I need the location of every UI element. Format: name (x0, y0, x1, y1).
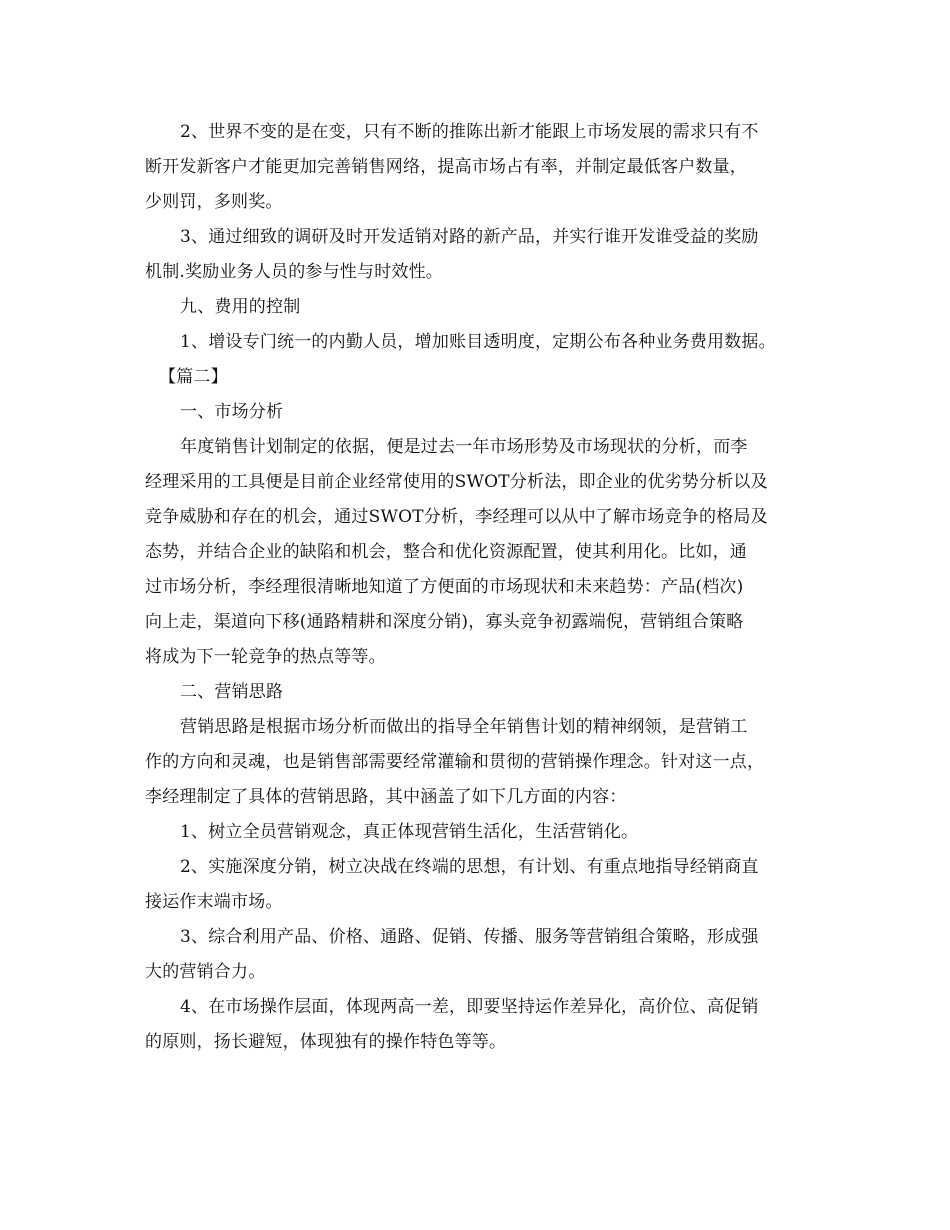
paragraph-line: 1、增设专门统一的内勤人员，增加账目透明度，定期公布各种业务费用数据。 (180, 332, 776, 352)
section-heading: 九、费用的控制 (180, 297, 301, 317)
paragraph-line: 断开发新客户才能更加完善销售网络，提高市场占有率，并制定最低客户数量， (145, 157, 747, 177)
paragraph-line: 年度销售计划制定的依据，便是过去一年市场形势及市场现状的分析，而李 (180, 437, 748, 457)
paragraph-line: 将成为下一轮竞争的热点等等。 (145, 647, 386, 667)
paragraph-line: 机制.奖励业务人员的参与性与时效性。 (145, 262, 444, 282)
paragraph-line: 竞争威胁和存在的机会，通过SWOT分析，李经理可以从中了解市场竞争的格局及 (145, 507, 768, 527)
paragraph-line: 经理采用的工具便是目前企业经常使用的SWOT分析法，即企业的优劣势分析以及 (145, 472, 768, 492)
section-heading: 一、市场分析 (180, 402, 284, 422)
paragraph-line: 过市场分析，李经理很清晰地知道了方便面的市场现状和未来趋势：产品(档次) (145, 577, 744, 597)
paragraph-line: 2、世界不变的是在变，只有不断的推陈出新才能跟上市场发展的需求只有不 (180, 122, 759, 142)
paragraph-line: 少则罚，多则奖。 (145, 192, 283, 212)
chapter-heading: 【篇二】 (159, 367, 228, 387)
paragraph-line: 3、通过细致的调研及时开发适销对路的新产品，并实行谁开发谁受益的奖励 (180, 227, 759, 247)
paragraph-line: 作的方向和灵魂，也是销售部需要经常灌输和贯彻的营销操作理念。针对这一点， (145, 752, 765, 772)
paragraph-line: 1、树立全员营销观念，真正体现营销生活化，生活营销化。 (180, 822, 639, 842)
paragraph-line: 3、综合利用产品、价格、通路、促销、传播、服务等营销组合策略，形成强 (180, 927, 759, 947)
paragraph-line: 李经理制定了具体的营销思路，其中涵盖了如下几方面的内容： (145, 787, 627, 807)
paragraph-line: 接运作末端市场。 (145, 892, 283, 912)
paragraph-line: 营销思路是根据市场分析而做出的指导全年销售计划的精神纲领，是营销工 (180, 717, 748, 737)
paragraph-line: 4、在市场操作层面，体现两高一差，即要坚持运作差异化，高价位、高促销 (180, 997, 759, 1017)
paragraph-line: 2、实施深度分销，树立决战在终端的思想，有计划、有重点地指导经销商直 (180, 857, 759, 877)
paragraph-line: 的原则，扬长避短，体现独有的操作特色等等。 (145, 1032, 507, 1052)
paragraph-line: 向上走，渠道向下移(通路精耕和深度分销)，寡头竞争初露端倪，营销组合策略 (145, 612, 744, 632)
section-heading: 二、营销思路 (180, 682, 284, 702)
paragraph-line: 态势，并结合企业的缺陷和机会，整合和优化资源配置，使其利用化。比如，通 (145, 542, 747, 562)
document-body (145, 115, 815, 1060)
paragraph-line: 大的营销合力。 (145, 962, 266, 982)
